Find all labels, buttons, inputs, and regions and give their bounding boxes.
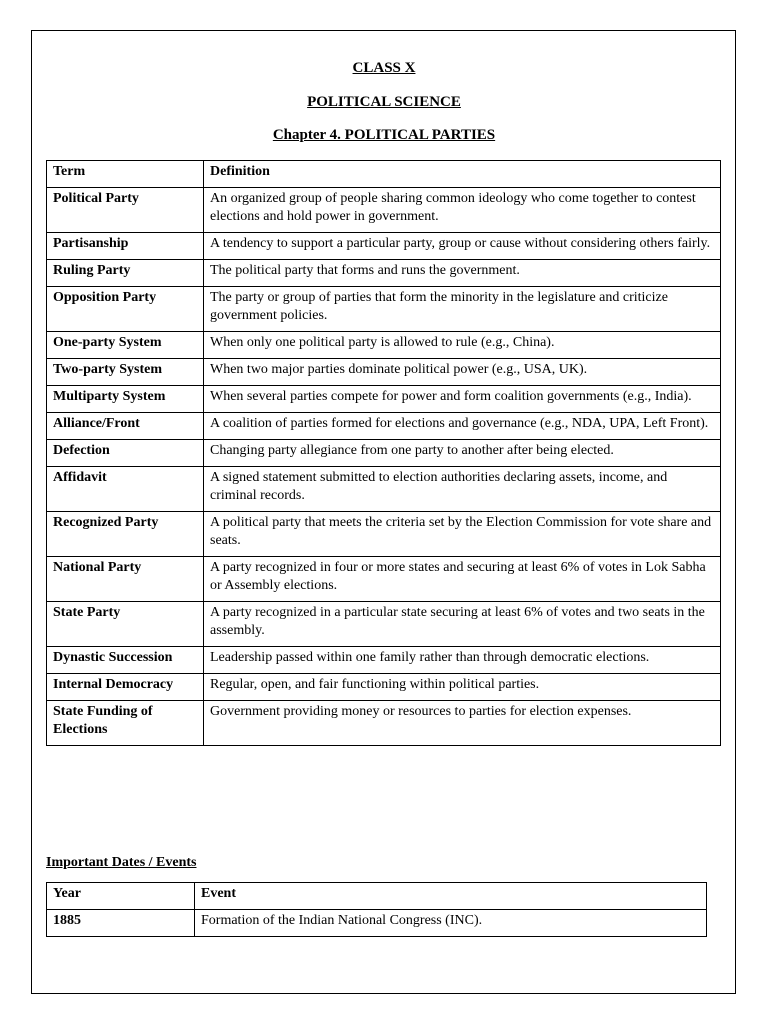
definition-cell: When several parties compete for power and form coalition governments (e.g., India). (204, 386, 721, 413)
table-row (47, 188, 721, 233)
subject-heading-text: POLITICAL SCIENCE (307, 94, 461, 110)
term-column-header: Term (47, 161, 204, 188)
table-row (47, 413, 721, 440)
term-cell: Recognized Party (47, 512, 204, 557)
table-row (47, 359, 721, 386)
table-row (47, 647, 721, 674)
term-cell: Partisanship (47, 233, 204, 260)
event-column-header: Event (195, 883, 707, 910)
term-cell: State Funding of Elections (47, 701, 204, 746)
table-row (47, 557, 721, 602)
definition-cell: When two major parties dominate political power (e.g., USA, UK). (204, 359, 721, 386)
terms-table (46, 160, 721, 746)
table-row (47, 602, 721, 647)
table-row (47, 287, 721, 332)
table-row (47, 440, 721, 467)
term-cell: Dynastic Succession (47, 647, 204, 674)
events-table (46, 882, 707, 937)
table-row (47, 701, 721, 746)
definition-cell: A party recognized in a particular state securing at least 6% of votes and two seats in the assembly. (204, 602, 721, 647)
term-cell: Ruling Party (47, 260, 204, 287)
term-cell: Two-party System (47, 359, 204, 386)
table-row (47, 260, 721, 287)
year-cell: 1885 (47, 910, 195, 937)
definition-cell: Regular, open, and fair functioning within political parties. (204, 674, 721, 701)
class-heading-text: CLASS X (352, 60, 416, 76)
subject-heading (0, 93, 768, 111)
terms-table-header-row (47, 161, 721, 188)
year-column-header: Year (47, 883, 195, 910)
table-row (47, 386, 721, 413)
definition-cell: The party or group of parties that form the minority in the legislature and criticize government policies. (204, 287, 721, 332)
definition-cell: A tendency to support a particular party, group or cause without considering others fairly. (204, 233, 721, 260)
term-cell: Affidavit (47, 467, 204, 512)
term-cell: Opposition Party (47, 287, 204, 332)
term-cell: Defection (47, 440, 204, 467)
definition-cell: Changing party allegiance from one party to another after being elected. (204, 440, 721, 467)
table-row (47, 512, 721, 557)
table-row (47, 233, 721, 260)
term-cell: Political Party (47, 188, 204, 233)
term-cell: National Party (47, 557, 204, 602)
chapter-heading-text: Chapter 4. POLITICAL PARTIES (272, 127, 496, 143)
table-row (47, 332, 721, 359)
definition-cell: When only one political party is allowed to rule (e.g., China). (204, 332, 721, 359)
definition-cell: A party recognized in four or more states and securing at least 6% of votes in Lok Sabha or Assembly elections. (204, 557, 721, 602)
table-row (47, 674, 721, 701)
table-row (47, 910, 707, 937)
definition-cell: The political party that forms and runs the government. (204, 260, 721, 287)
event-cell: Formation of the Indian National Congress (INC). (195, 910, 707, 937)
chapter-heading (0, 126, 768, 144)
definition-cell: Leadership passed within one family rather than through democratic elections. (204, 647, 721, 674)
class-heading (0, 59, 768, 77)
term-cell: One-party System (47, 332, 204, 359)
definition-column-header: Definition (204, 161, 721, 188)
definition-cell: A signed statement submitted to election authorities declaring assets, income, and criminal records. (204, 467, 721, 512)
term-cell: Alliance/Front (47, 413, 204, 440)
definition-cell: Government providing money or resources to parties for election expenses. (204, 701, 721, 746)
term-cell: Multiparty System (47, 386, 204, 413)
definition-cell: A coalition of parties formed for elections and governance (e.g., NDA, UPA, Left Front). (204, 413, 721, 440)
term-cell: State Party (47, 602, 204, 647)
events-table-header-row (47, 883, 707, 910)
definition-cell: A political party that meets the criteria set by the Election Commission for vote share and seats. (204, 512, 721, 557)
definition-cell: An organized group of people sharing common ideology who come together to contest elections and hold power in government. (204, 188, 721, 233)
important-dates-heading: Important Dates / Events (46, 855, 197, 870)
table-row (47, 467, 721, 512)
term-cell: Internal Democracy (47, 674, 204, 701)
